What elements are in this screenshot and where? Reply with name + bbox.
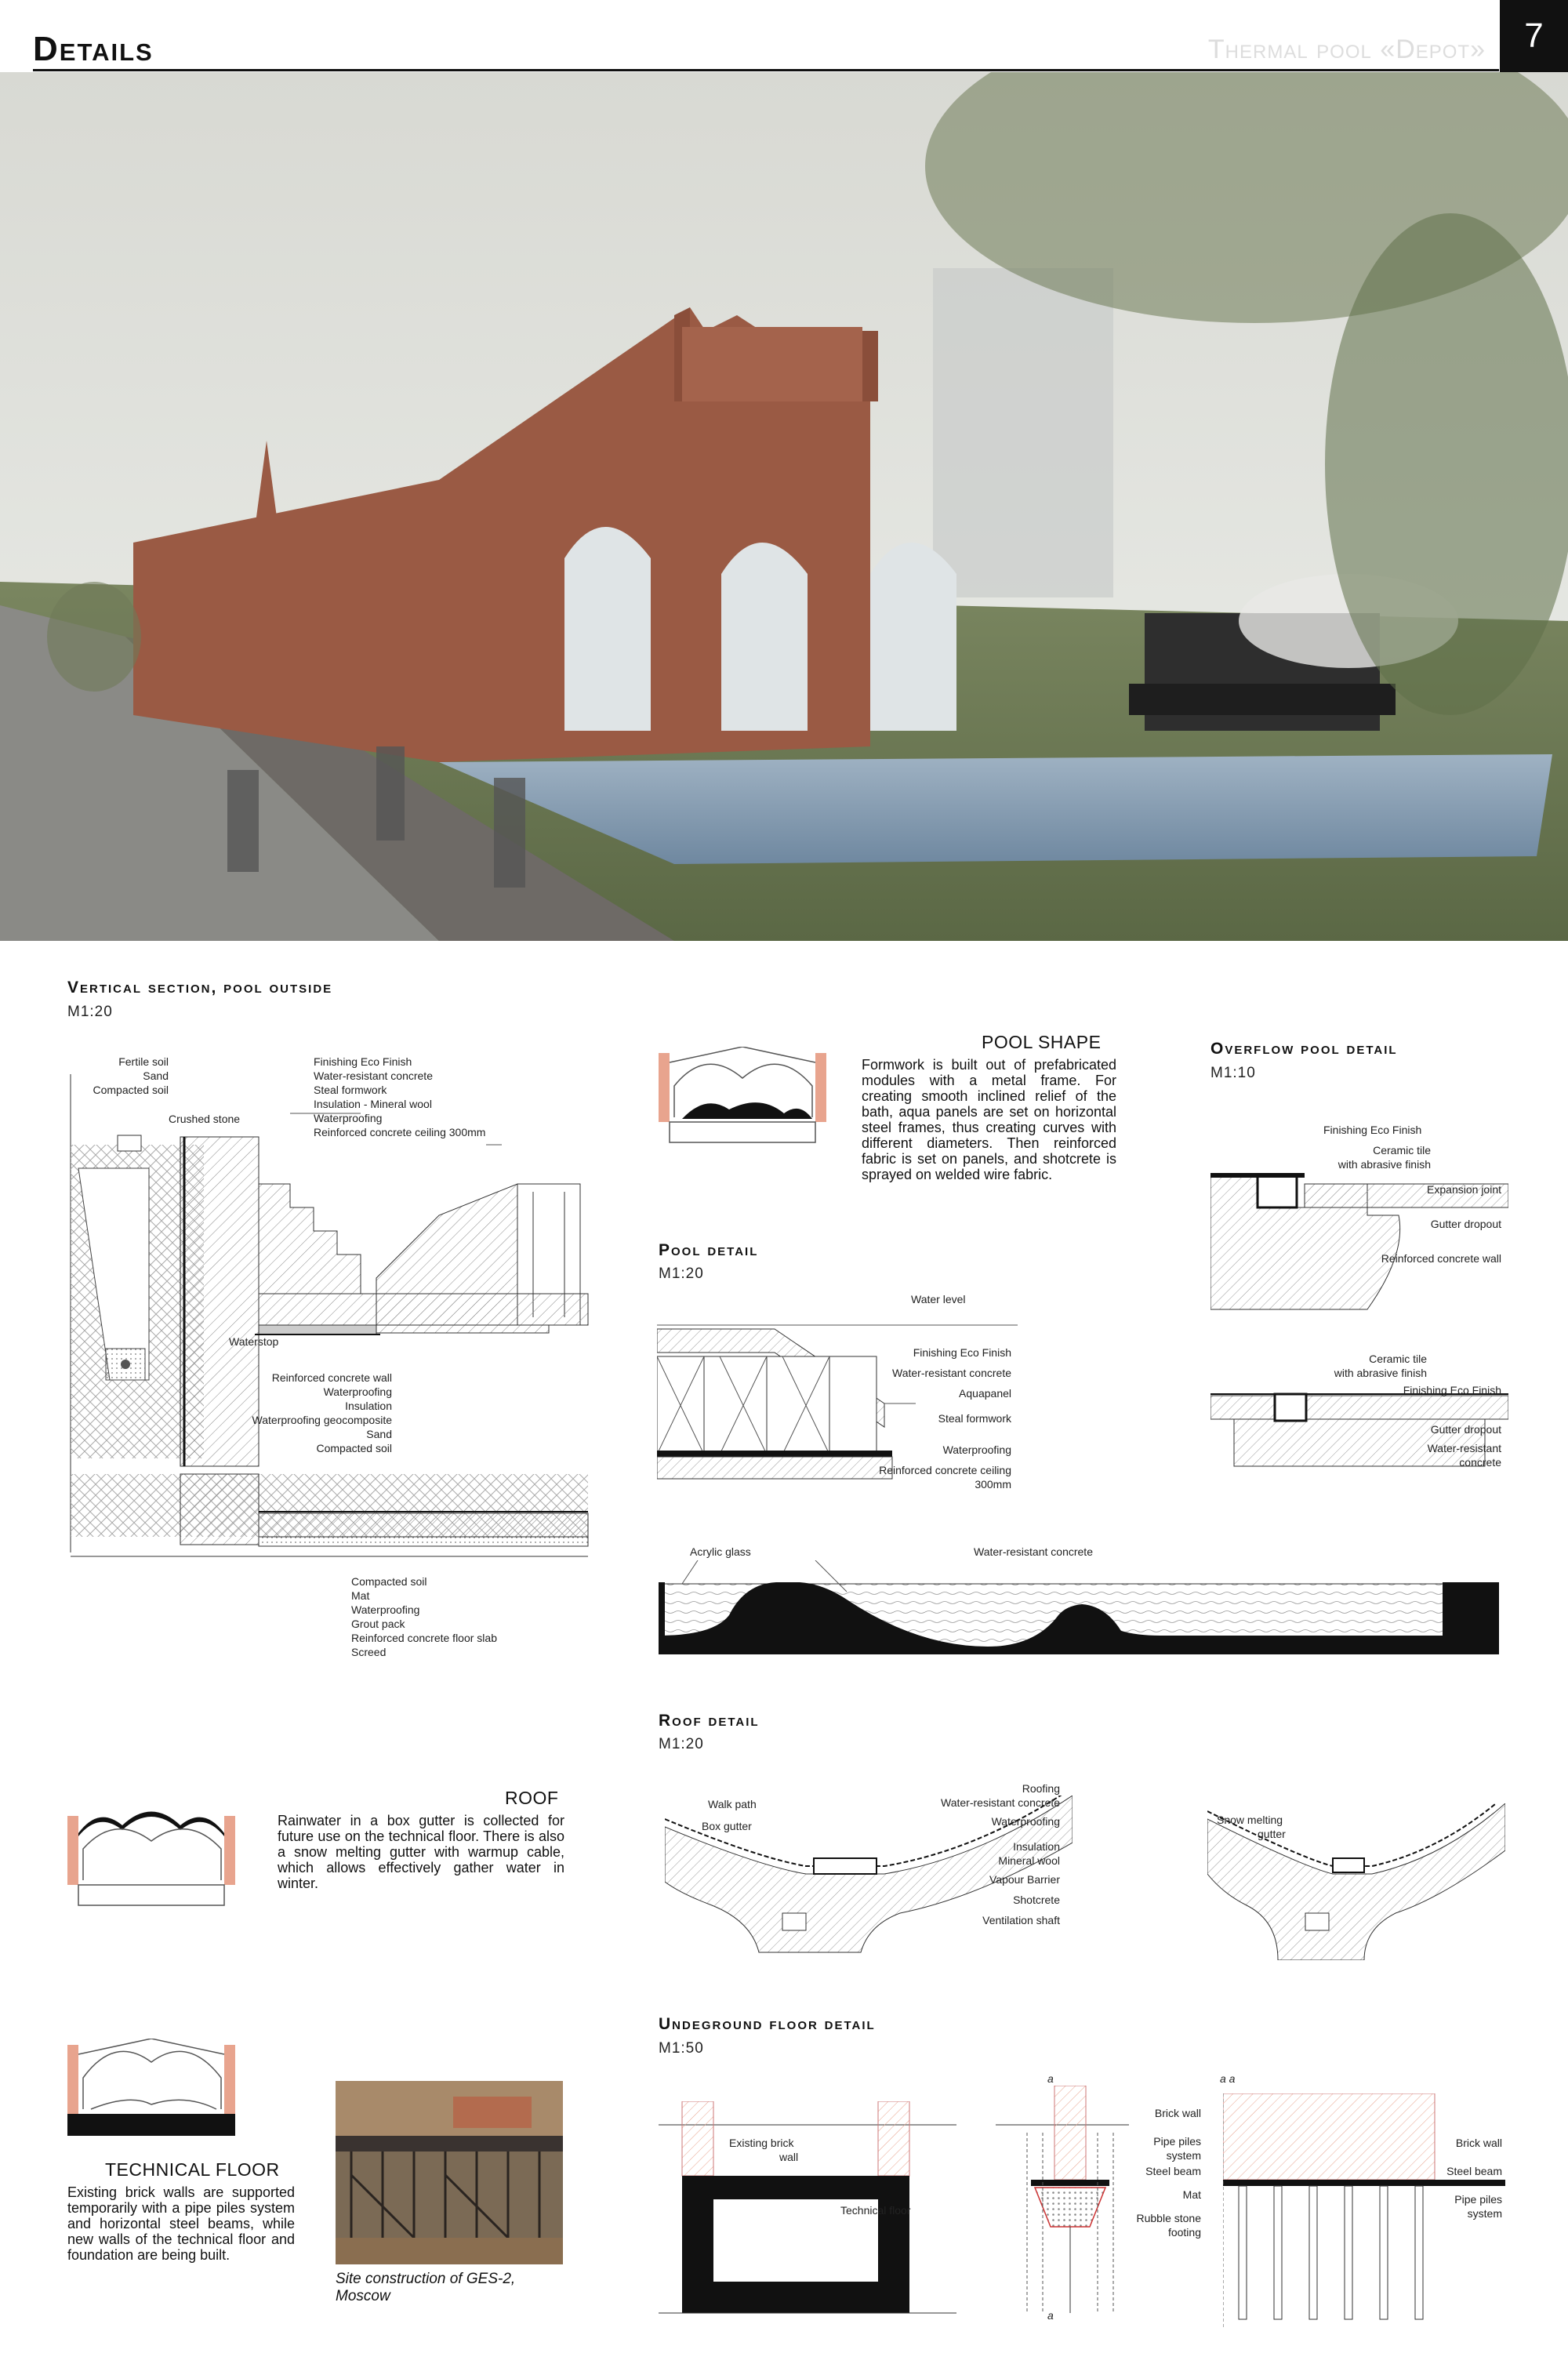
overflow-title: Overflow pool detail <box>1210 1040 1398 1058</box>
underground-left-drawing <box>659 2101 956 2321</box>
pool-detail-water-level: Water level <box>911 1293 966 1305</box>
underground-mid-label-3: Steel beam <box>1145 2165 1201 2177</box>
overflow-bottom-label-5: concrete <box>1459 1456 1501 1469</box>
underground-tech-floor: Technical floor <box>840 2204 911 2217</box>
vs-label-left-1: Sand <box>143 1069 169 1082</box>
underground-mid-label-4: Mat <box>1182 2188 1201 2201</box>
overflow-top-label-1: Ceramic tile <box>1373 1144 1431 1157</box>
overflow-top-label-3: Expansion joint <box>1427 1183 1501 1196</box>
underground-mid-label-5: Rubble stone <box>1136 2212 1201 2224</box>
overflow-top-label-0: Finishing Eco Finish <box>1323 1124 1422 1136</box>
vs-label-left-2: Compacted soil <box>93 1084 169 1096</box>
vs-label-wall-1: Waterproofing <box>323 1385 392 1398</box>
section-mark-a-bottom: a <box>1047 2309 1054 2322</box>
pool-detail-title: Pool detail <box>659 1241 759 1259</box>
underground-mid-label-2: system <box>1166 2149 1201 2162</box>
underground-title: Undeground floor detail <box>659 2015 876 2033</box>
overflow-scale: M1:10 <box>1210 1065 1256 1081</box>
building-render <box>0 72 1568 941</box>
pool-detail-label-0: Finishing Eco Finish <box>913 1346 1011 1359</box>
underground-right-label-1: Steel beam <box>1446 2165 1502 2177</box>
vs-label-wall-2: Insulation <box>345 1400 392 1412</box>
vertical-section-title: Vertical section, pool outside <box>67 979 333 997</box>
roof-label-5: Vapour Barrier <box>989 1873 1060 1886</box>
roof-label-0: Roofing <box>1022 1782 1060 1795</box>
site-construction-photo <box>336 2081 563 2264</box>
roof-label-6: Shotcrete <box>1013 1894 1060 1906</box>
pool-concrete-label: Water-resistant concrete <box>974 1545 1093 1558</box>
vs-label-floor-2: Waterproofing <box>351 1603 420 1616</box>
underground-mid-drawing <box>996 2086 1129 2321</box>
roof-label-1: Water-resistant concrete <box>941 1796 1060 1809</box>
pool-shape-icon <box>659 1047 827 1145</box>
pool-acrylic-label: Acrylic glass <box>690 1545 751 1558</box>
pool-shape-heading: POOL SHAPE <box>982 1032 1102 1052</box>
vs-label-top-5: Reinforced concrete ceiling 300mm <box>314 1126 486 1138</box>
vs-label-crushed-stone: Crushed stone <box>169 1113 241 1125</box>
overflow-bottom-label-1: with abrasive finish <box>1334 1367 1427 1379</box>
roof-detail-scale: M1:20 <box>659 1736 704 1752</box>
vs-label-floor-4: Reinforced concrete floor slab <box>351 1632 497 1644</box>
vs-label-top-2: Steal formwork <box>314 1084 387 1096</box>
pool-shape-text: Formwork is built out of prefabricated modules with a metal frame. For creating smooth inclined relief of the bath, aqua panels are set on horizontal steel frames, thus creating curves with different diameters. Then reinforced fabric is set on panels, and shotcrete is sprayed on welded wire fabric. <box>862 1057 1116 1182</box>
overflow-top-label-5: Reinforced concrete wall <box>1381 1252 1501 1265</box>
overflow-top-label-4: Gutter dropout <box>1430 1218 1501 1230</box>
overflow-bottom-label-3: Gutter dropout <box>1430 1423 1501 1436</box>
vertical-section-drawing <box>63 1051 604 1662</box>
pool-detail-label-3: Steal formwork <box>938 1412 1011 1425</box>
overflow-bottom-label-0: Ceramic tile <box>1369 1353 1427 1365</box>
underground-existing: Existing brick <box>729 2137 794 2149</box>
roof-label-3: Insulation <box>1013 1840 1060 1853</box>
roof-gutter-label: gutter <box>1258 1828 1286 1840</box>
project-subtitle: Thermal pool «Depot» <box>1207 34 1486 64</box>
pool-detail-scale: M1:20 <box>659 1265 704 1282</box>
vs-label-wall-4: Sand <box>366 1428 392 1440</box>
roof-walk-path: Walk path <box>708 1798 757 1810</box>
vs-label-wall-5: Compacted soil <box>316 1442 392 1454</box>
roof-icon <box>67 1810 236 1908</box>
vs-label-top-0: Finishing Eco Finish <box>314 1055 412 1068</box>
vs-label-floor-0: Compacted soil <box>351 1575 427 1588</box>
roof-detail-title: Roof detail <box>659 1712 760 1730</box>
roof-text: Rainwater in a box gutter is collected for future use on the technical floor. There is also a snow melting gutter with warmup cable, which allows effectively gather water in winter. <box>278 1813 564 1891</box>
roof-box-gutter: Box gutter <box>702 1820 752 1832</box>
technical-floor-heading: TECHNICAL FLOOR <box>105 2159 280 2180</box>
technical-floor-text: Existing brick walls are supported temporarily with a pipe piles system and horizontal steel beams, while new walls of the technical floor and foundation are being built. <box>67 2184 295 2263</box>
pool-detail-label-4: Waterproofing <box>942 1443 1011 1456</box>
technical-floor-icon <box>67 2039 236 2137</box>
pool-long-section <box>659 1560 1499 1662</box>
pool-detail-label-5: Reinforced concrete ceiling 300mm <box>879 1464 1011 1491</box>
vs-label-top-4: Waterproofing <box>314 1112 383 1124</box>
roof-label-4: Mineral wool <box>998 1854 1060 1867</box>
page-title: Details <box>33 30 154 68</box>
vs-label-floor-3: Grout pack <box>351 1618 405 1630</box>
pool-detail-label-2: Aquapanel <box>959 1387 1011 1400</box>
overflow-bottom-label-4: Water-resistant <box>1427 1442 1501 1454</box>
underground-scale: M1:50 <box>659 2040 704 2057</box>
vs-label-floor-1: Mat <box>351 1589 370 1602</box>
vs-label-wall-3: Waterproofing geocomposite <box>252 1414 392 1426</box>
underground-right-label-2: Pipe piles <box>1454 2193 1502 2206</box>
vs-label-floor-5: Screed <box>351 1646 387 1658</box>
page-number: 7 <box>1500 0 1568 72</box>
roof-label-7: Ventilation shaft <box>982 1914 1060 1926</box>
pool-detail-label-1: Water-resistant concrete <box>892 1367 1011 1379</box>
underground-mid-label-1: Pipe piles <box>1153 2135 1201 2148</box>
roof-label-2: Waterproofing <box>991 1815 1060 1828</box>
header-rule <box>33 69 1499 71</box>
vs-label-top-3: Insulation - Mineral wool <box>314 1098 432 1110</box>
vs-label-left-0: Fertile soil <box>118 1055 169 1068</box>
overflow-top-label-2: with abrasive finish <box>1338 1158 1431 1171</box>
underground-right-label-3: system <box>1467 2207 1502 2220</box>
site-photo-caption: Site construction of GES-2, Moscow <box>336 2271 516 2304</box>
vertical-section-scale: M1:20 <box>67 1004 113 1020</box>
section-mark-a: a <box>1047 2072 1054 2085</box>
overflow-bottom-label-2: Finishing Eco Finish <box>1403 1384 1501 1396</box>
vs-label-wall-0: Reinforced concrete wall <box>271 1371 392 1384</box>
underground-wall: wall <box>779 2151 799 2163</box>
vs-label-top-1: Water-resistant concrete <box>314 1069 433 1082</box>
vs-label-waterstop: Waterstop <box>229 1335 279 1348</box>
roof-snow-label: Snow melting <box>1217 1814 1283 1826</box>
underground-mid-label-6: footing <box>1167 2226 1201 2239</box>
roof-heading: ROOF <box>505 1788 559 1808</box>
roof-detail-right-drawing <box>1207 1803 1505 1960</box>
section-mark-aa: a a <box>1220 2072 1236 2085</box>
underground-right-label-0: Brick wall <box>1455 2137 1502 2149</box>
underground-mid-label-0: Brick wall <box>1154 2107 1201 2119</box>
